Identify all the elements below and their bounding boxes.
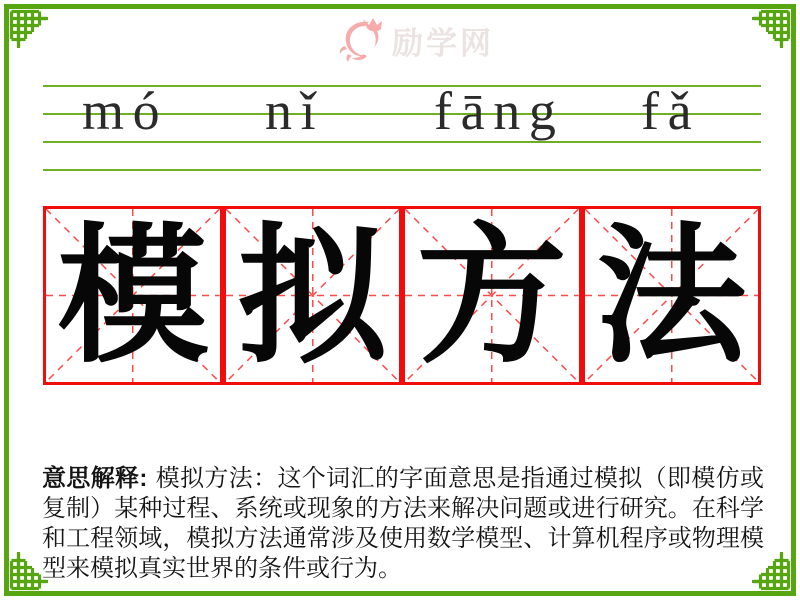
practice-cell-4: [582, 206, 762, 385]
brand-name: 励学网: [392, 26, 494, 61]
character-glyph: 模: [57, 211, 208, 380]
pinyin-syllable-1: mó: [82, 81, 169, 141]
character-glyph: 拟: [237, 211, 388, 380]
character-glyph: 方: [416, 211, 567, 380]
character-glyph: 法: [596, 211, 747, 380]
pinyin-syllable-2: nǐ: [265, 81, 325, 141]
pinyin-syllable-3: fāng: [434, 81, 565, 141]
pinyin-syllable-4: fǎ: [641, 81, 701, 141]
fox-swirl-logo-icon: [336, 16, 386, 62]
meaning-explanation: [42, 464, 764, 584]
pinyin-staff-line-4: [43, 169, 761, 171]
explanation-text: 模拟方法：这个词汇的字面意思是指通过模拟（即模仿或复制）某种过程、系统或现象的方法来解决问题或进行研究。在科学和工程领域，模拟方法通常涉及使用数学模型、计算机程序或物理模型来模拟真实世界的条件或行为。: [42, 466, 764, 582]
practice-cell-1: [43, 206, 223, 385]
pinyin-staff-line-3: [43, 141, 761, 143]
explanation-label: 意思解释:: [42, 465, 148, 492]
corner-ornament-top-left: [3, 3, 50, 50]
character-practice-grid: [43, 206, 761, 385]
practice-cell-2: [223, 206, 403, 385]
lattice-ornament-icon: [3, 3, 50, 50]
practice-cell-3: [402, 206, 582, 385]
corner-ornament-top-right: [750, 3, 797, 50]
lattice-ornament-icon: [750, 3, 797, 50]
brand-watermark: [336, 14, 494, 63]
